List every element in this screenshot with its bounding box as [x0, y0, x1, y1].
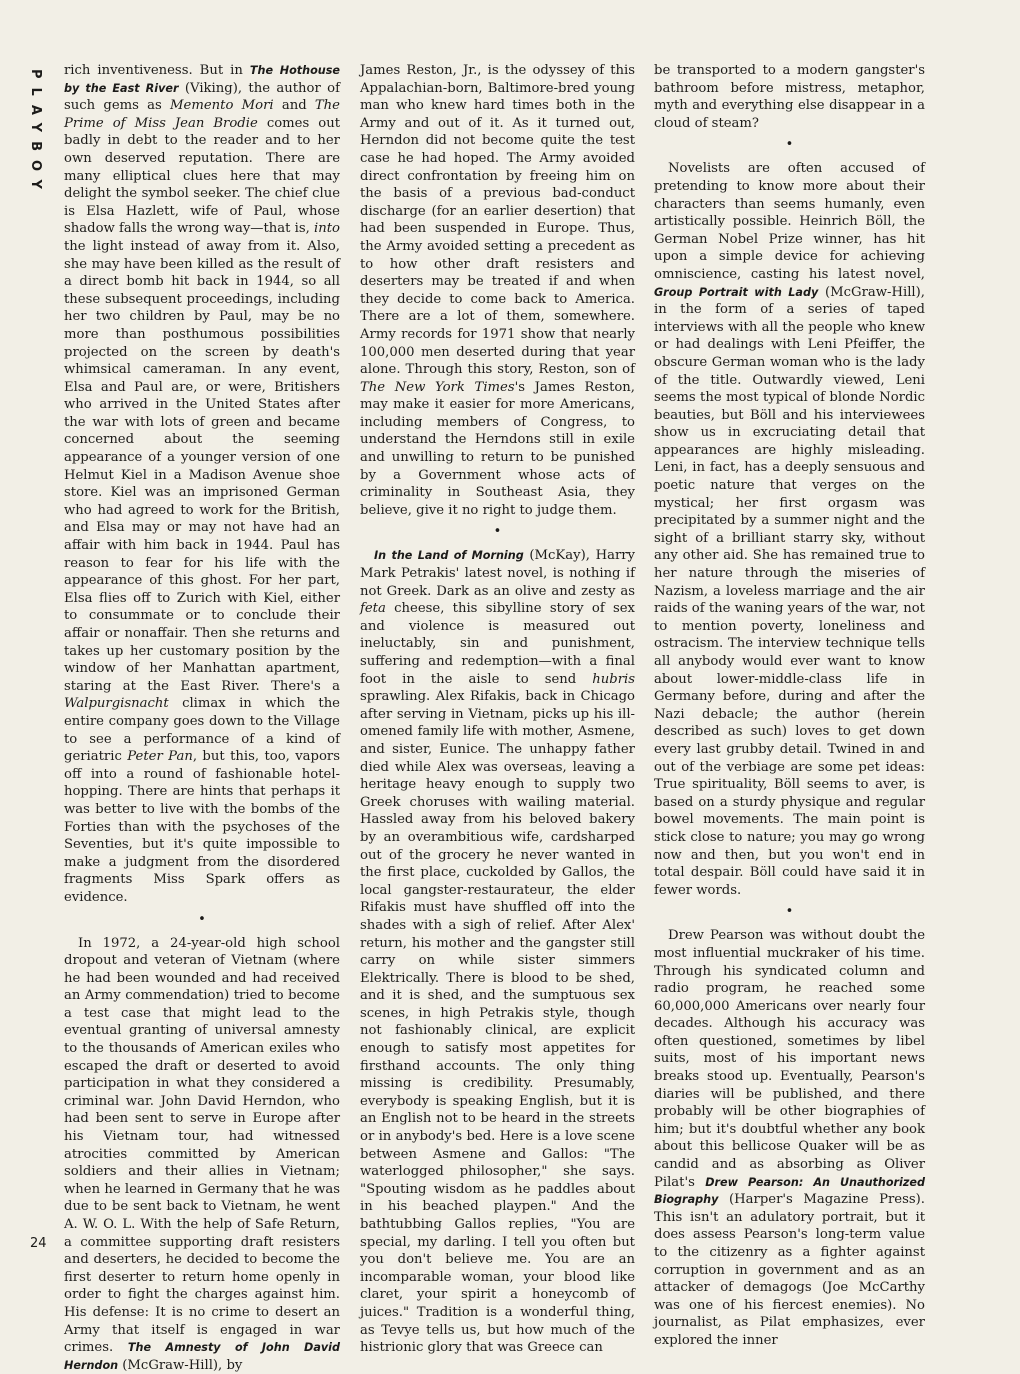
section-separator: • [64, 913, 340, 927]
page-number: 24 [30, 1236, 47, 1251]
book-title: The Hothouse by the East River [64, 64, 340, 95]
review-land-of-morning: In the Land of Morning (McKay), Harry Mark Petrakis' latest novel, is nothing if not Greek. Dark as an olive and zesty as feta cheese, this sibylline story of sex and violence is measured out ineluctably, sin and punishment, suffering and redemption—with a final foot in the aisle to send hubris sprawling. Alex Rifakis, back in Chicago after serving in Vietnam, picks up his ill-omened family life with mother, Asmene, and sister, Eunice. The unhappy father died while Alex was overseas, leaving a heritage heavy enough to supply two Greek choruses with wailing material. Hassled away from his beloved bakery by an overambitious wife, cardsharped out of the grocery he never wanted in the first place, cuckolded by Gallos, the local gangster-restaurateur, the elder Rifakis must have shuffled off into the shades with a sigh of relief. After Alex' return, his mother and the gangster still carry on while sister simmers Elektrically. There is blood to be shed, and it is shed, and the sumptuous sex scenes, in high Petrakis style, though not fashionably clinical, are explicit enough to satisfy most appetites for firsthand accounts. The only thing missing is credibility. Presumably, everybody is speaking English, but it is an English not to be heard in the streets or in anybody's bed. Here is a love scene between Asmene and Gallos: "The waterlogged philosopher," she says. "Spouting wisdom as he paddles about in his beached playpen." And the bathtubbing Gallos replies, "You are special, my darling. I tell you often but you don't believe me. You are an incomparable woman, your blood like claret, your spirit a honeycomb of juices." Tradition is a wonderful thing, as Tevye tells us, but how much of the histrionic glory that was Greece can [360, 547, 635, 1356]
masthead-vertical [22, 58, 48, 208]
section-separator: • [654, 905, 925, 919]
book-title: Drew Pearson: An Unauthorized Biography [654, 1176, 925, 1207]
section-separator: • [360, 525, 635, 539]
section-separator: • [654, 138, 925, 152]
book-title: In the Land of Morning [374, 549, 524, 562]
review-drew-pearson: Drew Pearson was without doubt the most influential muckraker of his time. Through his syndicated column and radio program, he reached some 60,000,000 Americans over nearly four decades. Although his accuracy was often questioned, sometimes by libel suits, most of his important news breaks stood up. Eventually, Pearson's diaries will be published, and there probably will be other biographies of him; but it's doubtful whether any book about this bellicose Quaker will be as candid and as absorbing as Oliver Pilat's Drew Pearson: An Unauthorized Biography (Harper's Magazine Press). This isn't an adulatory portrait, but it does assess Pearson's long-term value to the citizenry as a fighter against corruption in government and as an attacker of demagogs (Joe McCarthy was one of his fiercest enemies). No journalist, as Pilat emphasizes, ever explored the inner [654, 927, 925, 1349]
review-land-of-morning-continued: be transported to a modern gangster's bathroom before mistress, metaphor, myth and everything else disappear in a cloud of steam? [654, 62, 925, 132]
column-2 [360, 62, 635, 1298]
masthead-text: PLAYBOY [28, 69, 43, 198]
review-herndon: In 1972, a 24-year-old high school dropout and veteran of Vietnam (where he had been wounded and had received an Army commendation) tried to become a test case that might lead to the eventual granting of universal amnesty to the thousands of American exiles who escaped the draft or deserted to avoid participation in what they considered a criminal war. John David Herndon, who had been sent to serve in Europe after his Vietnam tour, had witnessed atrocities committed by American soldiers and their allies in Vietnam; when he learned in Germany that he was due to be sent back to Vietnam, he went A. W. O. L. With the help of Safe Return, a committee supporting draft resisters and deserters, he decided to become the first deserter to return home openly in order to fight the charges against him. His defense: It is no crime to desert an Army that itself is engaged in war crimes. The Amnesty of John David Herndon (McGraw-Hill), by [64, 935, 340, 1374]
review-group-portrait: Novelists are often accused of pretending to know more about their characters than seems humanly, even artistically possible. Heinrich Böll, the German Nobel Prize winner, has hit upon a simple device for achieving omniscience, casting his latest novel, Group Portrait with Lady (McGraw-Hill), in the form of a series of taped interviews with all the people who knew or had dealings with Leni Pfeiffer, the obscure German woman who is the lady of the title. Outwardly viewed, Leni seems the most typical of blonde Nordic beauties, but Böll and his interviewees show us in excruciating detail that appearances are highly misleading. Leni, in fact, has a deeply sensuous and poetic nature that verges on the mystical; her first orgasm was precipitated by a summer night and the sight of a brilliant starry sky, without any other aid. She has remained true to her nature through the miseries of Nazism, a loveless marriage and the air raids of the waning years of the war, not to mention poverty, loneliness and ostracism. The interview technique tells all anybody would ever want to know about lower-middle-class life in Germany before, during and after the Nazi debacle; the author (herein described as such) loves to get down every last grubby detail. Twined in and out of the verbiage are some pet ideas: True spirituality, Böll seems to aver, is based on a sturdy physique and regular bowel movements. The main point is stick close to nature; you may go wrong now and then, but you won't end in total despair. Böll could have said it in fewer words. [654, 160, 925, 899]
book-title: Group Portrait with Lady [654, 286, 818, 299]
review-hothouse: rich inventiveness. But in The Hothouse by the East River (Viking), the author of such gems as Memento Mori and The Prime of Miss Jean Brodie comes out badly in debt to the reader and to her own deserved reputation. There are many elliptical clues here that may delight the symbol seeker. The chief clue is Elsa Hazlett, wife of Paul, whose shadow falls the wrong way—that is, into the light instead of away from it. Also, she may have been killed as the result of a direct bomb hit back in 1944, so all these subsequent proceedings, including her two children by Paul, may be no more than posthumous possibilities projected on the screen by death's whimsical cameraman. In any event, Elsa and Paul are, or were, Britishers who arrived in the United States after the war with lots of green and became concerned about the seeming appearance of a younger version of one Helmut Kiel in a Madison Avenue shoe store. Kiel was an imprisoned German who had agreed to work for the British, and Elsa may or may not have had an affair with him back in 1944. Paul has reason to fear for his life with the appearance of this ghost. For her part, Elsa flies off to Zurich with Kiel, either to consummate or to conclude their affair or nonaffair. Then she returns and takes up her customary position by the window of her Manhattan apartment, staring at the East River. There's a Walpurgisnacht climax in which the entire company goes down to the Village to see a performance of a kind of geriatric Peter Pan, but this, too, vapors off into a round of fashionable hotel-hopping. There are hints that perhaps it was better to live with the bombs of the Forties than with the psychoses of the Seventies, but it's quite impossible to make a judgment from the disordered fragments Miss Spark offers as evidence. [64, 62, 340, 907]
column-3 [654, 62, 925, 1298]
review-herndon-continued: James Reston, Jr., is the odyssey of this Appalachian-born, Baltimore-bred young man who knew hard times both in the Army and out of it. As it turned out, Herndon did not become quite the test case he had hoped. The Army avoided direct confrontation by freeing him on the basis of a previous bad-conduct discharge (for an earlier desertion) that had been suspended in Europe. Thus, the Army avoided setting a precedent as to how other draft resisters and deserters may be treated if and when they decide to come back to America. There are a lot of them, somewhere. Army records for 1971 show that nearly 100,000 men deserted during that year alone. Through this story, Reston, son of The New York Times's James Reston, may make it easier for more Americans, including members of Congress, to understand the Herndons still in exile and unwilling to return to be punished by a Government whose acts of criminality in Southeast Asia, they believe, give it no right to judge them. [360, 62, 635, 519]
book-title: The Amnesty of John David Herndon [64, 1341, 340, 1372]
column-1 [64, 62, 340, 1298]
